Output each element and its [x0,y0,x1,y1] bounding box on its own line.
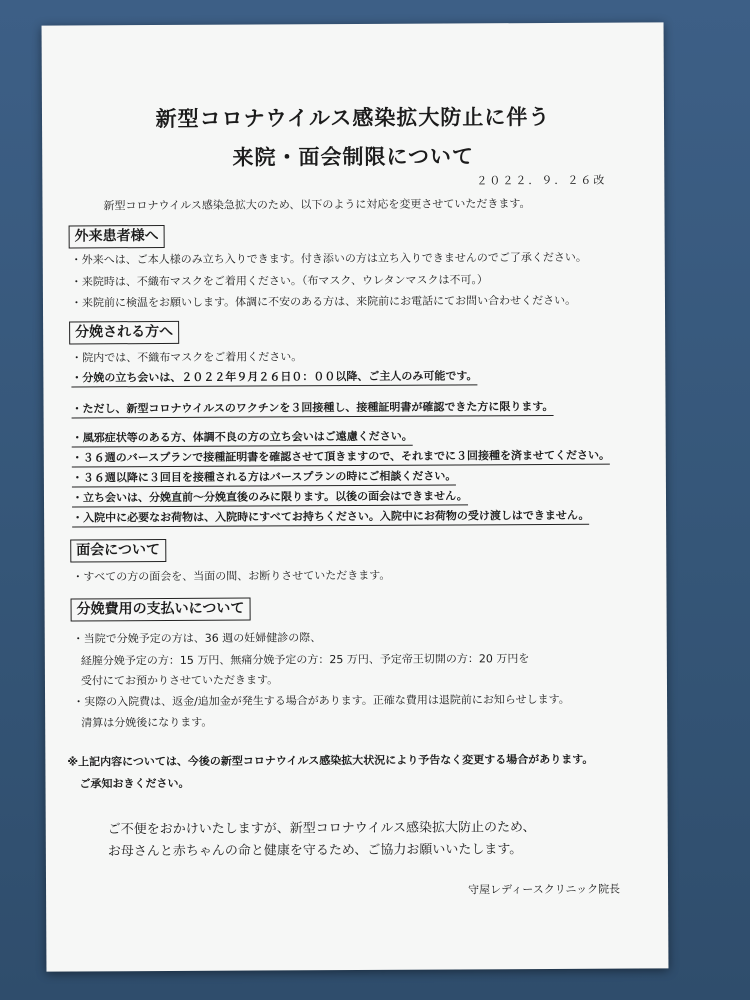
delivery-item-1: ・院内では、不織布マスクをご着用ください。 [71,350,303,365]
delivery-item-2: ・分娩の立ち会いは、２０２２年９月２６日０：００以降、ご主人のみ可能です。 [71,370,477,387]
notice-paper [42,22,669,971]
payment-item-5: 清算は分娩後になります。 [81,715,213,730]
closing-line-1: ご不便をおかけいたしますが、新型コロナウイルス感染拡大防止のため、 [107,820,536,838]
signature: 守屋レディースクリニック院長 [468,882,621,897]
outpatient-item-1: ・外来へは、ご本人様のみ立ち入りできます。付き添いの方は立ち入りできませんのでご了承ください。 [70,250,587,267]
heading-payment: 分娩費用の支払いについて [71,598,251,622]
delivery-item-4: ・風邪症状等のある方、体調不良の方の立ち会いはご遠慮ください。 [72,431,413,448]
closing-line-2: お母さんと赤ちゃんの命と健康を守るため、ご協力お願いいたします。 [107,842,523,860]
payment-item-3: 受付にてお預かりさせていただきます。 [80,673,279,688]
delivery-item-6: ・３６週以降に３回目を接種される方はバースプランの時にご相談ください。 [72,470,457,487]
payment-item-1: ・当院で分娩予定の方は、36 週の妊婦健診の際、 [72,631,322,646]
visiting-item-1: ・すべての方の面会を、当面の間、お断りさせていただきます。 [72,568,391,584]
revision-date: ２０２２．９．２６改 [476,173,607,188]
heading-outpatient: 外来患者様へ [69,225,165,249]
intro-text: 新型コロナウイルス感染急拡大のため、以下のように対応を変更させていただきます。 [103,197,531,213]
delivery-item-3: ・ただし、新型コロナウイルスのワクチンを３回接種し、接種証明書が確認できた方に限ります。 [72,401,554,419]
outpatient-item-3: ・来院前に検温をお願いします。体調に不安のある方は、来院前にお電話にてお問い合わせください。 [70,293,577,310]
outpatient-item-2: ・来院時は、不織布マスクをご着用ください。（布マスク、ウレタンマスクは不可。） [70,273,489,289]
heading-delivery: 分娩される方へ [69,321,179,345]
delivery-item-5: ・３６週のバースプランで接種証明書を確認させて頂きますので、それまでに３回接種を済ませてください。 [72,450,610,468]
payment-item-2: 経膣分娩予定の方：15 万円、無痛分娩予定の方：25 万円、予定帝王切開の方：20 万円を [80,652,530,668]
notice-line-1: ※上記内容については、今後の新型コロナウイルス感染拡大状況により予告なく変更する場合があります。 [67,752,594,769]
title-line-1: 新型コロナウイルス感染拡大防止に伴う [155,103,551,132]
delivery-item-7: ・立ち会いは、分娩直前～分娩直後のみに限ります。以後の面会はできません。 [72,490,468,507]
payment-item-4: ・実際の入院費は、返金/追加金が発生する場合があります。正確な費用は退院前にお知らせします。 [73,692,570,709]
heading-visiting: 面会について [70,539,166,563]
title-line-2: 来院・面会制限について [232,143,475,170]
delivery-item-8: ・入院中に必要なお荷物は、入院時にすべてお持ちください。入院中にお荷物の受け渡しはできません。 [72,510,590,528]
notice-line-2: ご承知おきください。 [79,776,190,791]
